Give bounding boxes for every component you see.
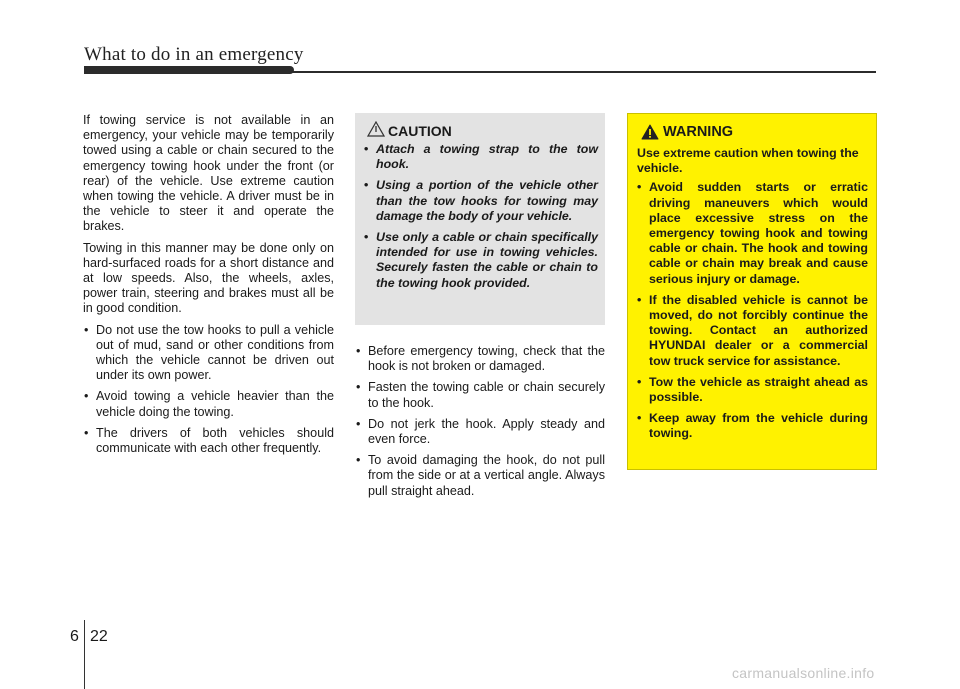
footer-divider (84, 620, 85, 689)
chapter-number: 6 (70, 628, 79, 645)
caution-box (355, 113, 605, 325)
section-title: What to do in an emergency (84, 44, 304, 65)
list-item: • Do not use the tow hooks to pull a vehicle out of mud, sand or other conditions from which the vehicle cannot be driven out under its own power. (83, 323, 334, 384)
paragraph: If towing service is not available in an emergency, your vehicle may be temporarily towed using a cable or chain secured to the emergency towing hook under the front (or rear) of the vehicle. Use extreme caution when towing the vehicle. A driver must be in the vehicle to steer it and operate the brakes. (83, 113, 334, 234)
list-item: • Before emergency towing, check that the hook is not broken or damaged. (355, 344, 605, 374)
bullet-list (83, 323, 334, 457)
middle-column (355, 344, 605, 505)
list-item: • Attach a towing strap to the tow hook. (364, 142, 598, 172)
list-item: • Avoid towing a vehicle heavier than the vehicle doing the towing. (83, 389, 334, 419)
header-rule (84, 71, 876, 73)
bullet-list (355, 344, 605, 499)
caution-triangle-icon (367, 121, 385, 137)
watermark: carmanualsonline.info (732, 665, 875, 681)
list-item: • The drivers of both vehicles should communicate with each other frequently. (83, 426, 334, 456)
warning-title: WARNING (663, 124, 734, 140)
list-item: • Fasten the towing cable or chain securely to the hook. (355, 380, 605, 410)
list-item: • To avoid damaging the hook, do not pull from the side or at a vertical angle. Always pull straight ahead. (355, 453, 605, 499)
warning-list (637, 180, 868, 441)
list-item: • Using a portion of the vehicle other than the tow hooks for towing may damage the body of your vehicle. (364, 178, 598, 224)
caution-list (364, 142, 598, 291)
list-item: • Avoid sudden starts or erratic driving maneuvers which would place excessive stress on the emergency towing hook and towing cable or chain. The hook and towing cable or chain may break and cause serious injury or damage. (637, 180, 868, 286)
list-item: • Use only a cable or chain specifically intended for use in towing vehicles. Securely fasten the cable or chain to the towing hook provided. (364, 230, 598, 291)
caution-title: CAUTION (388, 123, 452, 139)
warning-box (627, 113, 877, 470)
list-item: • Keep away from the vehicle during towing. (637, 411, 868, 441)
page-number: 22 (90, 628, 108, 645)
list-item: • Do not jerk the hook. Apply steady and even force. (355, 417, 605, 447)
list-item: • Tow the vehicle as straight ahead as possible. (637, 375, 868, 405)
left-column (83, 113, 334, 462)
warning-triangle-icon (641, 124, 659, 140)
warning-intro: Use extreme caution when towing the vehicle. (637, 146, 859, 176)
list-item: • If the disabled vehicle is cannot be moved, do not forcibly continue the towing. Contact an authorized HYUNDAI dealer or a commercial tow truck service for assistance. (637, 293, 868, 369)
paragraph: Towing in this manner may be done only on hard-surfaced roads for a short distance and at low speeds. Also, the wheels, axles, power train, steering and brakes must all be in good condition. (83, 240, 334, 316)
